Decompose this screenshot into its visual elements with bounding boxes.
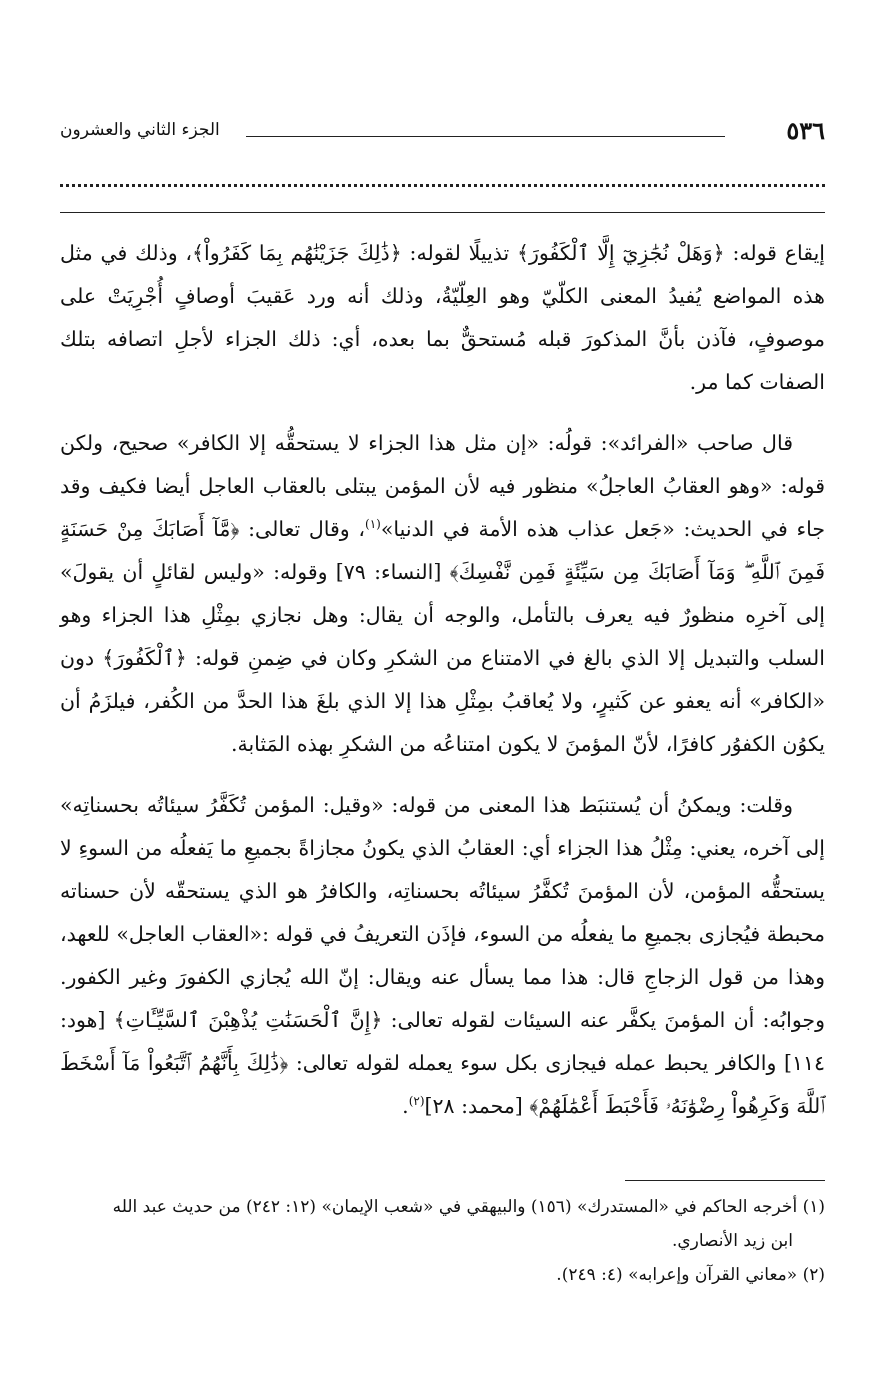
footnote-rule [625, 1180, 825, 1181]
main-text [60, 232, 825, 1146]
footnotes [60, 1190, 825, 1292]
paragraph-3: وقلت: ويمكنُ أن يُستنبَط هذا المعنى من قوله: «وقيل: المؤمن تُكَفَّرُ سيئاتُه بحسناتِه» إلى آخره، يعني: مِثْلُ هذا الجزاء أي: العقابُ الذي يكونُ مجازاةً بجميعِ ما يَفعلُه من السوءِ لا يستحقُّه المؤمن، لأن المؤمنَ تُكفَّرُ سيئاتُه بحسناتِه، والكافرُ هو الذي يستحقّه لأن حسناته محبطة فيُجازى بجميعِ ما يفعلُه من السوء، فإذَن التعريفُ في قوله :«العقاب العاجل» للعهد، وهذا من قول الزجاجِ قال: هذا مما يسأل عنه ويقال: إنّ الله يُجازي الكفورَ وغير الكفور. وجوابُه: أن المؤمنَ يكفَّر عنه السيئات لقوله تعالى: ﴿إِنَّ ٱلْحَسَنَٰتِ يُذْهِبْنَ ٱلسَّيِّـَٔاتِ﴾ [هود: ١١٤] والكافر يحبط عمله فيجازى بكل سوء يعمله لقوله تعالى: ﴿ذَٰلِكَ بِأَنَّهُمُ ٱتَّبَعُواْ مَآ أَسْخَطَ ٱللَّهَ وَكَرِهُواْ رِضْوَٰنَهُۥ فَأَحْبَطَ أَعْمَٰلَهُمْ﴾ [محمد: ٢٨]$^{(٢)}$. [60, 793, 825, 1118]
top-rule [60, 212, 825, 213]
paragraph-1: إيقاع قوله: ﴿وَهَلْ نُجَٰزِيٓ إِلَّا ٱلْكَفُورَ﴾ تذييلًا لقوله: ﴿ذَٰلِكَ جَزَيْنَٰهُم بِمَا كَفَرُواْ﴾، وذلك في مثل هذه المواضع يُفيدُ المعنى الكلّيّ وهو العِلّيّةُ، وذلك أنه ورد عَقيبَ أوصافٍ أُجْرِيَتْ على موصوفٍ، فآذن بأنَّ المذكورَ قبله مُستحقٌّ بما بعده، أي: ذلك الجزاء لأجلِ اتصافه بتلك الصفات كما مر. [60, 241, 825, 394]
page-number: ٥٣٦ [786, 116, 825, 145]
paragraph-3-end: . [402, 1094, 409, 1118]
header-rule [246, 136, 725, 137]
page-header [60, 116, 825, 152]
dotted-separator [60, 184, 825, 187]
footnote-marker-1[interactable]: (١) [365, 517, 381, 532]
running-title: الجزء الثاني والعشرون [60, 120, 220, 140]
footnote-2: (٢) «معاني القرآن وإعرابه» (٤: ٢٤٩). [556, 1265, 825, 1285]
footnote-1-continuation: ابن زيد الأنصاري. [671, 1231, 793, 1251]
paragraph-2-part-a: قال صاحب «الفرائد»: قولُه: «إن مثل هذا الجزاء لا يستحقُّه إلا الكافر» صحيح، ولكن قوله: «وهو العقابُ العاجلُ» منظور فيه لأن المؤمن يبتلى بالعقاب العاجل أيضا فكيف وقد جاء في الحديث: «جَعل عذاب هذه الأمة في الدنيا» [60, 431, 825, 541]
footnote-1: (١) أخرجه الحاكم في «المستدرك» (١٥٦) والبيهقي في «شعب الإيمان» (١٢: ٢٤٢) من حديث عبد الله [112, 1197, 825, 1217]
footnote-marker-2[interactable]: (٢) [408, 1094, 425, 1109]
paragraph-2-part-b: ، وقال تعالى: ﴿مَّآ أَصَابَكَ مِنْ حَسَنَةٍ فَمِنَ ٱللَّهِ ۖ وَمَآ أَصَابَكَ مِن سَيِّئَةٍ فَمِن نَّفْسِكَ﴾ [النساء: ٧٩] وقوله: «وليس لقائلٍ أن يقولَ» إلى آخرِه منظورٌ فيه يعرف بالتأمل، والوجه أن يقال: وهل نجازي بمِثْلِ هذا الجزاء وهو السلب والتبديل إلا الذي بالغ في الامتناع من الشكرِ وكان في ضِمنِ قوله: ﴿ٱلْكَفُورَ﴾ دون «الكافر» أنه يعفو عن كَثيرٍ، ولا يُعاقبُ بمِثْلِ هذا إلا الذي بلغَ هذا الحدَّ من الكُفر، فيلزَمُ أن يكوُن الكفوُر كافرًا، لأنّ المؤمنَ لا يكون امتناعُه من الشكرِ بهذه المَثابة. [60, 517, 825, 756]
paragraph-2 [60, 422, 825, 766]
